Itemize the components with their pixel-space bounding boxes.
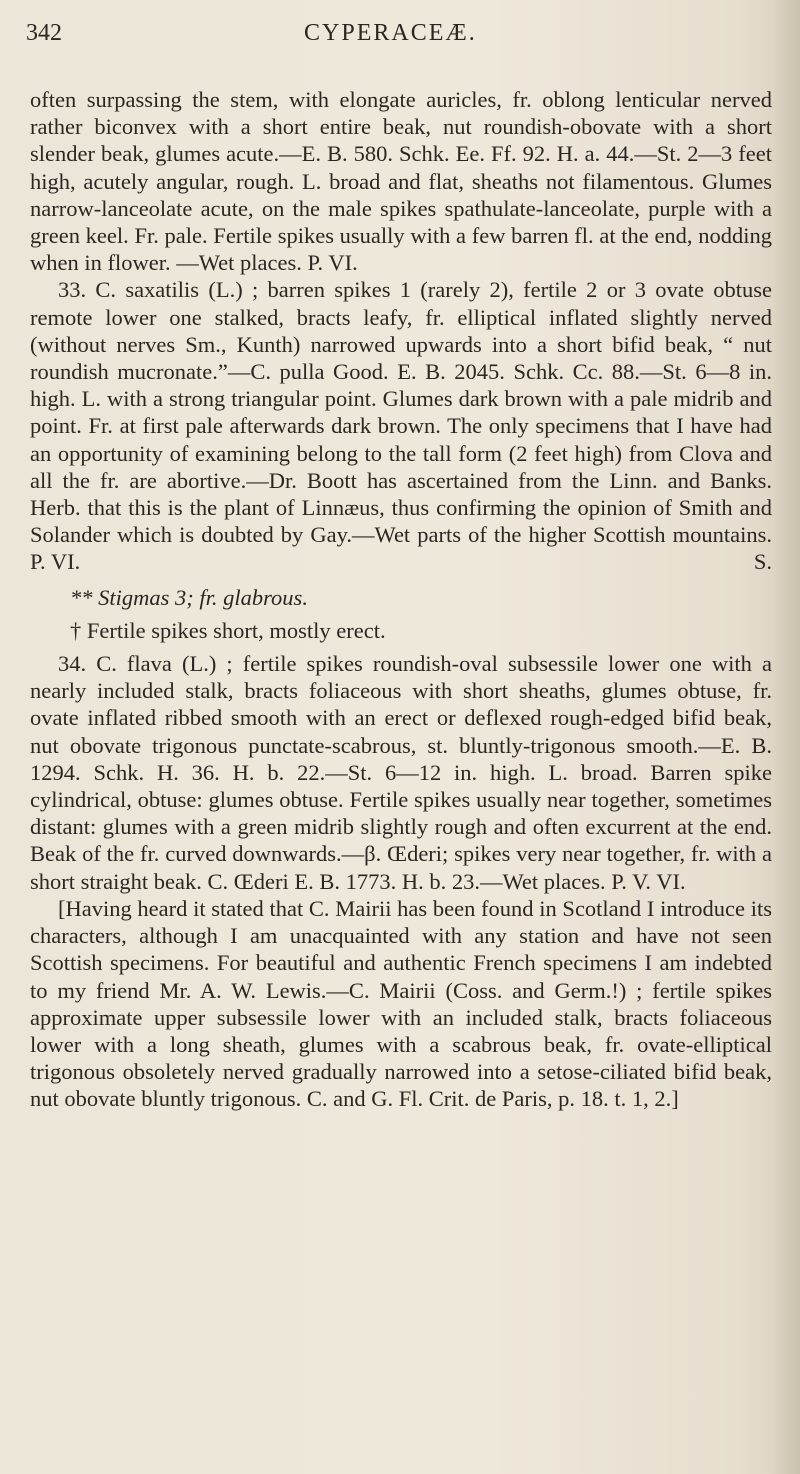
subsection-heading-fertile-spikes: † Fertile spikes short, mostly erect. xyxy=(70,617,386,643)
signature-letter: S. xyxy=(753,549,772,575)
paragraph-carex-flava: 34. C. flava (L.) ; fertile spikes roundish-oval subsessile lower one with a nearly included stalk, bracts foliaceous with short sheaths, glumes obtuse, fr. ovate inflated ribbed smooth with an erect or deflexed rough-edged bifid beak, nut obovate trigonous punctate-scabrous, st. bluntly-trigonous smooth.—E. B. 1294. Schk. H. 36. H. b. 22.—St. 6—12 in. high. L. broad. Barren spike cylindrical, obtuse: glumes obtuse. Fertile spikes usually near together, sometimes distant: glumes with a green midrib slightly rough and often excurrent at the end. Beak of the fr. curved downwards.—β. Œderi; spikes very near together, fr. with a short straight beak. C. Œderi E. B. 1773. H. b. 23.—Wet places. P. V. VI. xyxy=(30,651,772,894)
section-heading-stigmas: ** Stigmas 3; fr. glabrous. xyxy=(70,584,308,610)
paragraph-continuation: often surpassing the stem, with elongate auricles, fr. oblong lenticular nerved rather biconvex with a short entire beak, nut roundish-obovate with a short slender beak, glumes acute.—E. B. 580. Schk. Ee. Ff. 92. H. a. 44.—St. 2—3 feet high, acutely angular, rough. L. broad and flat, sheaths not filamentous. Glumes narrow-lanceolate acute, on the male spikes spathulate-lanceolate, purple with a green keel. Fr. pale. Fertile spikes usually with a few barren fl. at the end, nodding when in flower. —Wet places. P. VI. xyxy=(30,87,772,276)
paragraph-carex-saxatilis xyxy=(30,276,772,575)
paragraph-carex-saxatilis-text: 33. C. saxatilis (L.) ; barren spikes 1 (rarely 2), fertile 2 or 3 ovate obtuse remote lower one stalked, bracts leafy, fr. elliptical inflated slightly nerved (without nerves Sm., Kunth) narrowed upwards into a short bifid beak, “ nut roundish mucronate.”—C. pulla Good. E. B. 2045. Schk. Cc. 88.—St. 6—8 in. high. L. with a strong triangular point. Glumes dark brown with a pale midrib and point. Fr. at first pale afterwards dark brown. The only specimens that I have had an opportunity of examining belong to the tall form (2 feet high) from Clova and all the fr. are abortive.—Dr. Boott has ascertained from the Linn. and Banks. Herb. that this is the plant of Linnæus, thus confirming the opinion of Smith and Solander which is doubted by Gay.—Wet parts of the higher Scottish mountains. P. VI. xyxy=(30,277,772,575)
page-number: 342 xyxy=(26,20,62,46)
page-edge-shadow xyxy=(772,0,800,1474)
paragraph-carex-mairii: [Having heard it stated that C. Mairii has been found in Scotland I introduce its characters, although I am unacquainted with any station and have not seen Scottish specimens. For beautiful and authentic French specimens I am indebted to my friend Mr. A. W. Lewis.—C. Mairii (Coss. and Germ.!) ; fertile spikes approximate upper subsessile lower with an included stalk, bracts foliaceous lower with a long sheath, glumes with a scabrous beak, fr. ovate-elliptical trigonous obsoletely nerved gradually narrowed into a setose-ciliated bifid beak, nut obovate bluntly trigonous. C. and G. Fl. Crit. de Paris, p. 18. t. 1, 2.] xyxy=(30,895,772,1112)
page-header xyxy=(26,20,766,60)
running-title: CYPERACEÆ. xyxy=(304,20,477,46)
body-text xyxy=(30,86,772,1113)
